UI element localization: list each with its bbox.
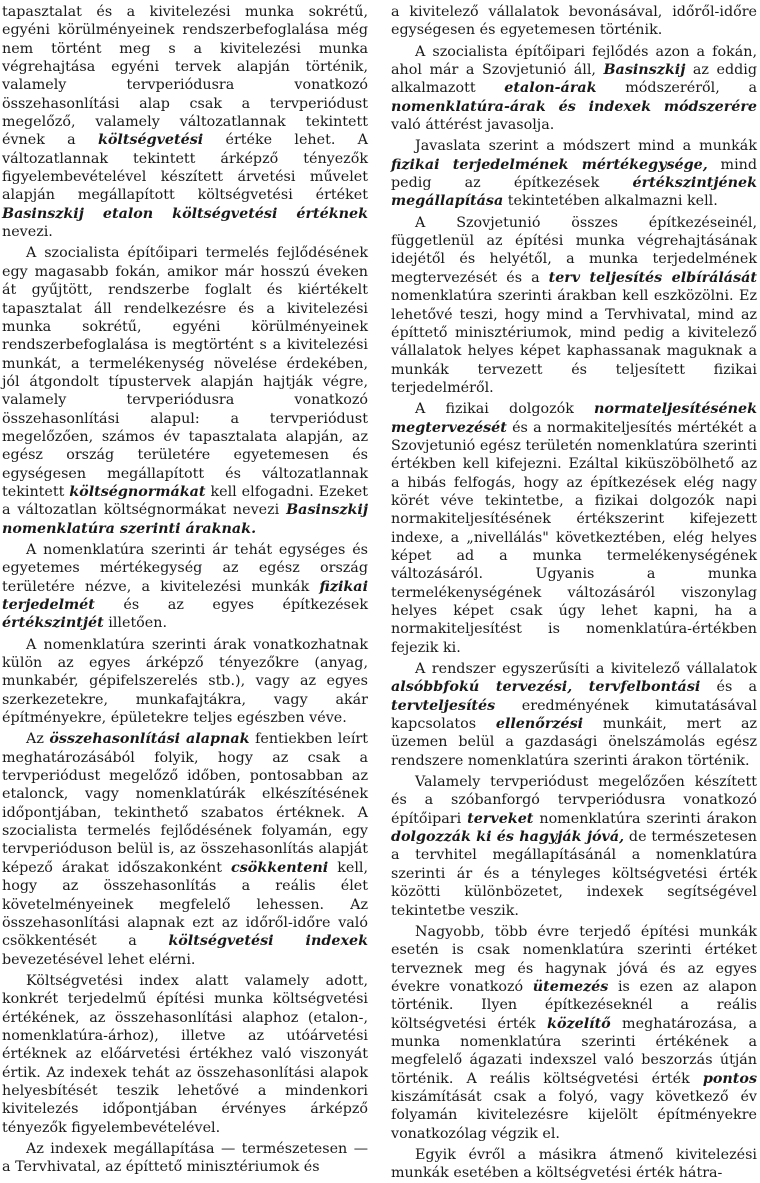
text-run: kell, hogy az összehasonlítás a reális élet követelményeinek megfelelő lehessen. Az összehasonlítási alapnak ezt az időről-időre való csökkentését a (2, 859, 369, 950)
text-run: mind pedig az építkezések (391, 156, 757, 192)
right-column (391, 3, 757, 1183)
emphasized-term: összehasonlítási alapnak (49, 731, 250, 748)
text-run: módszeréről, a (596, 80, 757, 97)
emphasized-term: normateljesítésének megtervezését (391, 401, 757, 436)
emphasized-term: ellenőrzési (495, 716, 584, 733)
text-run: Valamely tervperiódust megelőzően készített és a szóbanforgó tervperiódusra vonatkozó építőipari (391, 774, 757, 827)
text-run: a kivitelező vállalatok bevonásával, időről-időre egységesen és egyetemesen történik. (391, 4, 757, 39)
paragraph (2, 244, 368, 538)
emphasized-term: értékszintjének megállapítása (391, 175, 757, 210)
paragraph (391, 923, 757, 1143)
text-run: A nomenklatúra szerinti ár tehát egységes és egyetemes mértékegység az egész ország területére nézve, a kivitelezési munkák (2, 541, 368, 595)
paragraph (2, 1140, 368, 1177)
text-run: meghatározása, a munka nomenklatúra szerinti értékének a megfelelő ágazati indexszel való beszorzás útján történik. A reális költségvetési érték (391, 1015, 757, 1087)
paragraph (391, 400, 757, 657)
text-run: Az indexek megállapítása — természetesen — a Tervhivatal, az építtető minisztériumok és (2, 1140, 368, 1176)
text-run: eredményének kimutatásával kapcsolatos (391, 697, 757, 733)
text-run: A rendszer egyszerűsíti a kivitelező vállalatok (415, 661, 757, 678)
text-run: és a normakiteljesítés mértékét a Szovjetunió egész területén nomenklatúra szerinti értékben kell kifejezni. Ezáltal kiküszöbölhető az a hibás felfogás, hogy az építkezések elég nagy körét véve tekintetbe, a fizikai dolgozók napi normakiteljesítésének értékszerint kifejezett indexe, a „nivellálás" következtében, elég helyes képet ad a munka termelékenységének változásáról. Ugyanis a munka termelékenységének változásáról viszonylag helyes képet csak úgy lehet kapni, ha a normakiteljesítést is nomenklatúra-értékben fejezik ki. (391, 419, 757, 656)
emphasized-term: értékszintjét (2, 615, 104, 632)
text-run: illetően. (103, 615, 168, 632)
text-run: munkáit, mert az üzemen belül a gazdasági önelszámolás egész rendszere nomenklatúra szerinti árakon történik. (391, 716, 758, 769)
emphasized-term: ütemezés (532, 978, 609, 995)
text-run: Költségvetési index alatt valamely adott, konkrét terjedelmű építési munka költségvetési értékének, az összehasonlítási alaphoz (etalon-, nomenklatúra-árhoz), illetve az utóárvetési értéknek az előárvetési értékhez való viszonyát értik. Az indexek tehát az összehasonlítási alapok helyesbítését teszik lehetővé a mindenkori kivitelezés időpontjában érvényes árképző tényezők figyelembevételével. (2, 972, 368, 1136)
text-run: kiszámítását csak a folyó, vagy következő év folyamán kivitelezésre kijelölt építményekre vonatkozólag végzik el. (391, 1088, 757, 1142)
paragraph (391, 3, 757, 40)
emphasized-term: nomenklatúra-árak és indexek módszerére (391, 98, 757, 115)
emphasized-term: költségvetési indexek (168, 933, 369, 950)
text-run: fentiekben leírt meghatározásából folyik, hogy az csak a tervperiódust megelőző időben, pontosabban az etalonck, vagy nomenklatúrák elkészítésének időpontjában, tekinthető szabatos értéknek. A szocialista termelés fejlődésének folyamán, egy tervperióduson belül is, az összehasonlítás alapját képező árakat időszakonként (2, 731, 368, 876)
text-run: kell elfogadni. Ezeket a változatlan költségnormákat nevezi (2, 483, 368, 519)
paragraph (2, 3, 368, 241)
text-run: A Szovjetunió összes építkezéseinél, függetlenül az építési munka végrehajtásának idejétől és helyétől, a munka terjedelmének megtervezését és a (391, 214, 757, 286)
emphasized-term: fizikai terjedelmének mértékegysége, (391, 156, 708, 173)
text-run: Egyik évről a másikra átmenő kivitelezési munkák esetében a költségvetési érték hátra- (391, 1146, 757, 1182)
text-run: A szocialista építőipari termelés fejlődésének egy magasabb fokán, amikor már hosszú éveken át gyűjtött, rendszerbe foglalt és kiértékelt tapasztalat áll rendelkezésre és a kivitelezési munka sokrétű, egyéni körülményeinek rendszerbefoglalása is megtörtént s a kivitelezési munkát, a termelékenység növelése érdekében, jól átgondolt típustervek alapján hajtják végre, valamely tervperiódusra vonatkozó összehasonlítási alapul: a tervperiódust megelőzően, számos év tapasztalata alapján, az egész ország területére egyetemesen és egységesen megállapított és változatlannak tekintett (2, 245, 368, 500)
emphasized-term: költségnormákat (69, 483, 206, 500)
emphasized-term: terveket (467, 810, 534, 827)
paragraph (391, 43, 757, 135)
text-run: tekintetében alkalmazni kell. (503, 193, 718, 210)
text-run: A szocialista építőipari fejlődés azon a fokán, ahol már a Szovjetunió áll, (391, 43, 757, 79)
text-run: való áttérést javasolja. (391, 117, 555, 134)
emphasized-term: etalon-árak (504, 80, 597, 97)
emphasized-term: Basinszkij etalon költségvetési értéknek (2, 205, 368, 222)
left-column (2, 3, 368, 1177)
emphasized-term: Basinszkij (603, 62, 686, 79)
emphasized-term: fizikai terjedelmét (2, 578, 368, 613)
paragraph (391, 773, 757, 920)
text-run: nomenklatúra szerinti árakban kell eszközölni. Ez lehetővé teszi, hogy mind a Tervhivatal, mind az építtető minisztériumok, mind pedig a kivitelező vállalatok helyes képet kaphassanak maguknak a munkák tervezett és teljesített fizikai terjedelméről. (391, 288, 757, 396)
text-run: értéke lehet. A változatlannak tekintett árképző tényezők figyelembevételével készített árvetési művelet alapján megállapított költségvetési értéket (2, 132, 369, 204)
text-run: A fizikai dolgozók (415, 401, 595, 418)
paragraph (2, 636, 368, 728)
text-run: nevezi. (2, 224, 53, 241)
text-run: is ezen az alapon történik. Ilyen építkezéseknél a reális költségvetési érték (391, 978, 757, 1032)
emphasized-term: költségvetési (97, 132, 204, 149)
text-run: és a (700, 679, 757, 696)
text-run: bevezetésével lehet elérni. (2, 951, 196, 968)
emphasized-term: csökkenteni (231, 859, 329, 876)
text-run: nomenklatúra szerinti árakon (533, 810, 757, 827)
paragraph (391, 1146, 757, 1183)
emphasized-term: pontos (702, 1070, 757, 1087)
emphasized-term: közelítő (547, 1015, 611, 1032)
text-run: és az egyes építkezések (94, 597, 368, 613)
text-run: de természetesen a tervhitel megállapításánál a nomenklatúra szerinti ár és a tényleges költségvetési érték közötti különbözetet, indexek segítségével tekintetbe veszik. (391, 829, 757, 919)
emphasized-term: dolgozzák ki és hagyják jóvá, (391, 829, 625, 846)
paragraph (391, 137, 757, 210)
emphasized-term: tervteljesítés (391, 697, 496, 714)
paragraph (391, 660, 757, 770)
text-run: A nomenklatúra szerinti árak vonatkozhatnak külön az egyes árképző tényezőkre (anyag, munkabér, gépifelszerelés stb.), vagy az egyes szerkezetekre, munkafajtákra, vagy akár építményekre, épületekre teljes egészben véve. (2, 636, 368, 727)
text-run: az eddig alkalmazott (391, 62, 757, 97)
emphasized-term: alsóbbfokú tervezési, tervfelbontási (391, 679, 701, 696)
text-run: Nagyobb, több évre terjedő építési munkák esetén is csak nomenklatúra szerinti értéket terveznek meg és hagynak jóvá és az egyes évekre vonatkozó (391, 923, 757, 995)
text-run: tapasztalat és a kivitelezési munka sokrétű, egyéni körülményeinek rendszerbefoglalása még nem történt meg s a kivitelezési munka végrehajtása egyéni tervek alapján történik, valamely tervperiódusra vonatkozó összehasonlítási alap csak a tervperiódust megelőző, valamely változatlannak tekintett évnek a (2, 4, 368, 149)
text-run: Javaslata szerint a módszert mind a munkák (415, 138, 757, 155)
paragraph (2, 972, 368, 1137)
paragraph (2, 541, 368, 633)
emphasized-term: Basinszkij nomenklatúra szerinti áraknak. (2, 502, 368, 537)
paragraph (2, 730, 368, 968)
text-run: Az (26, 731, 50, 748)
paragraph (391, 214, 757, 397)
emphasized-term: terv teljesítés elbírálását (548, 269, 757, 286)
